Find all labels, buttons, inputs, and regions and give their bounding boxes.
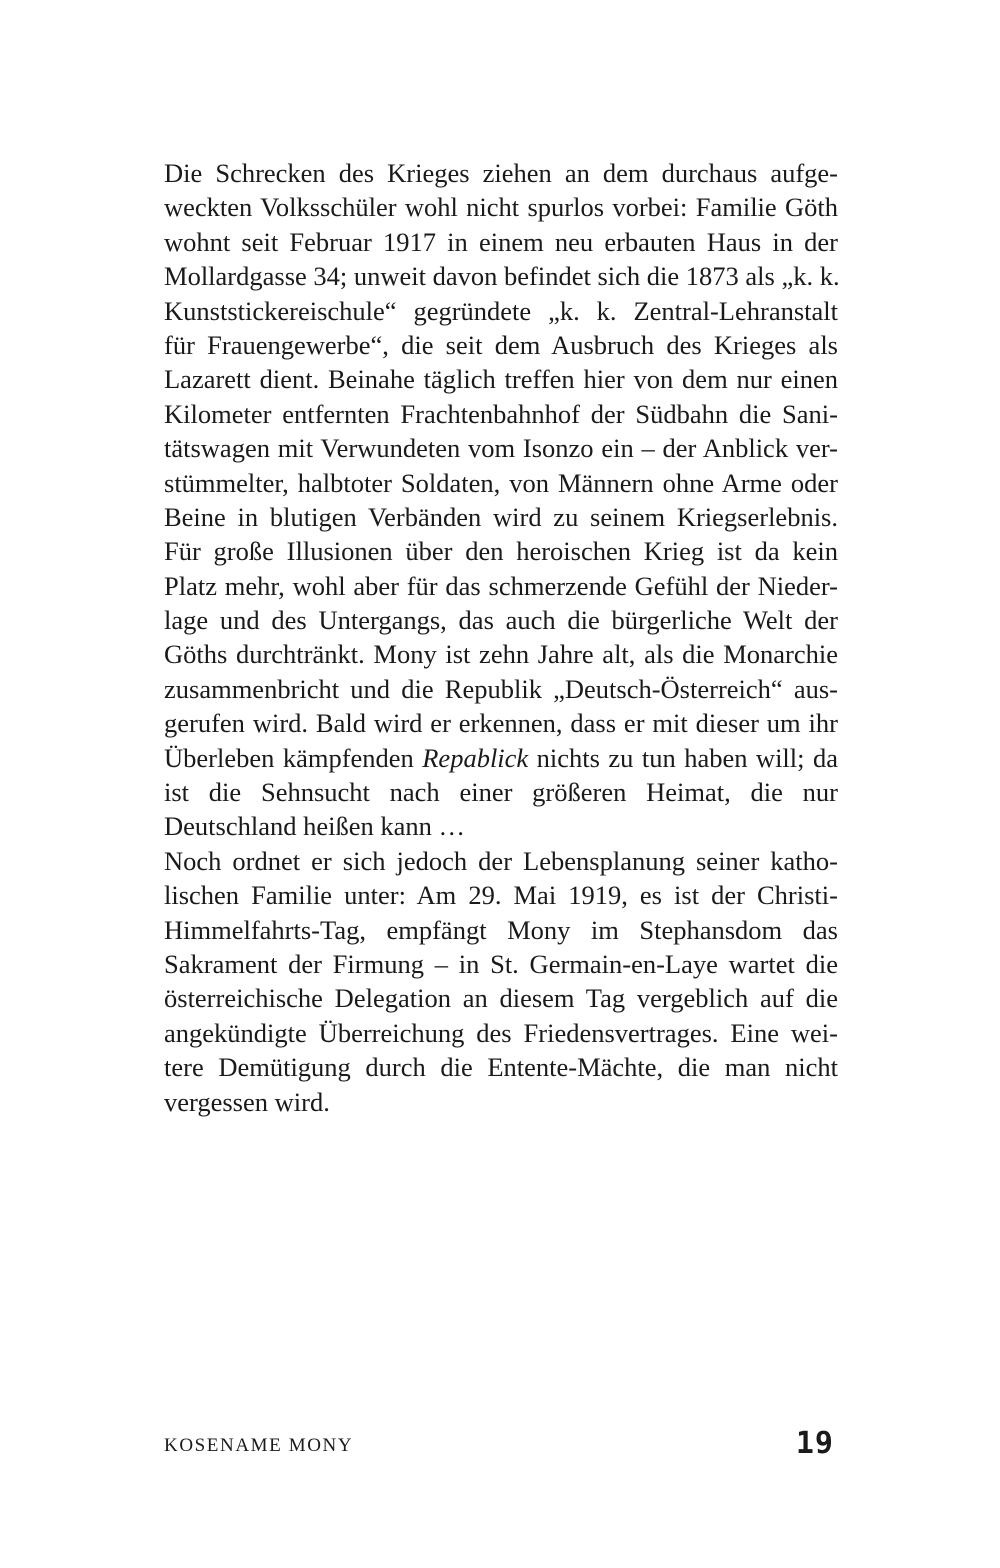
text-line: gerufen wird. Bald wird er erkennen, dass er mit dieser um ihr xyxy=(164,708,838,739)
text-line: Himmelfahrts-Tag, empfängt Mony im Stephansdom das xyxy=(164,914,838,945)
text-line: Platz mehr, wohl aber für das schmerzende Gefühl der Nieder- xyxy=(164,570,838,601)
text-line: österreichische Delegation an diesem Tag vergeblich auf die xyxy=(164,983,838,1014)
text-line: lischen Familie unter: Am 29. Mai 1919, es ist der Christi- xyxy=(164,880,838,911)
text-line: Noch ordnet er sich jedoch der Lebensplanung seiner katho- xyxy=(164,845,838,876)
text-line: Beine in blutigen Verbänden wird zu seinem Kriegserlebnis. xyxy=(164,501,838,532)
text-line: Die Schrecken des Krieges ziehen an dem durchaus aufge- xyxy=(164,158,838,188)
text-line: angekündigte Überreichung des Friedensvertrages. Eine wei- xyxy=(164,1017,838,1048)
body-text xyxy=(164,156,838,1119)
text-line: lage und des Untergangs, das auch die bürgerliche Welt der xyxy=(164,605,838,636)
text-segment: Überleben kämpfenden xyxy=(164,742,423,773)
text-line: tere Demütigung durch die Entente-Mächte, die man nicht xyxy=(164,1052,838,1083)
text-line: ist die Sehnsucht nach einer größeren Heimat, die nur xyxy=(164,777,838,808)
text-line: tätswagen mit Verwundeten vom Isonzo ein – der Anblick ver- xyxy=(164,433,838,464)
text-line: weckten Volksschüler wohl nicht spurlos vorbei: Familie Göth xyxy=(164,192,838,223)
paragraph-last-line: vergessen wird. xyxy=(164,1086,330,1117)
text-segment: nichts zu tun haben will; da xyxy=(528,742,838,773)
text-line: stümmelter, halbtoter Soldaten, von Männern ohne Arme oder xyxy=(164,467,838,498)
text-line: Mollardgasse 34; unweit davon befindet sich die 1873 als „k. k. xyxy=(164,261,840,292)
text-line: Göths durchtränkt. Mony ist zehn Jahre alt, als die Monarchie xyxy=(164,639,838,670)
text-line-with-italic xyxy=(164,741,838,775)
text-line: Lazarett dient. Beinahe täglich treffen hier von dem nur einen xyxy=(164,364,838,395)
text-line: Kunststickereischule“ gegründete „k. k. Zentral-Lehranstalt xyxy=(164,295,838,326)
text-line: zusammenbricht und die Republik „Deutsch-Österreich“ aus- xyxy=(164,673,838,704)
text-line: für Frauengewerbe“, die seit dem Ausbruch des Krieges als xyxy=(164,329,838,360)
paragraph-last-line: Deutschland heißen kann … xyxy=(164,811,465,842)
text-line: wohnt seit Februar 1917 in einem neu erbauten Haus in der xyxy=(164,226,838,257)
text-line: Sakrament der Firmung – in St. Germain-en-Laye wartet die xyxy=(164,948,838,979)
running-title: KOSENAME MONY xyxy=(164,1435,354,1456)
italic-term: Repablick xyxy=(422,742,529,773)
text-line: Kilometer entfernten Frachtenbahnhof der Südbahn die Sani- xyxy=(164,398,838,429)
text-line: Für große Illusionen über den heroischen Krieg ist da kein xyxy=(164,536,838,567)
page-number: 19 xyxy=(795,1426,834,1461)
